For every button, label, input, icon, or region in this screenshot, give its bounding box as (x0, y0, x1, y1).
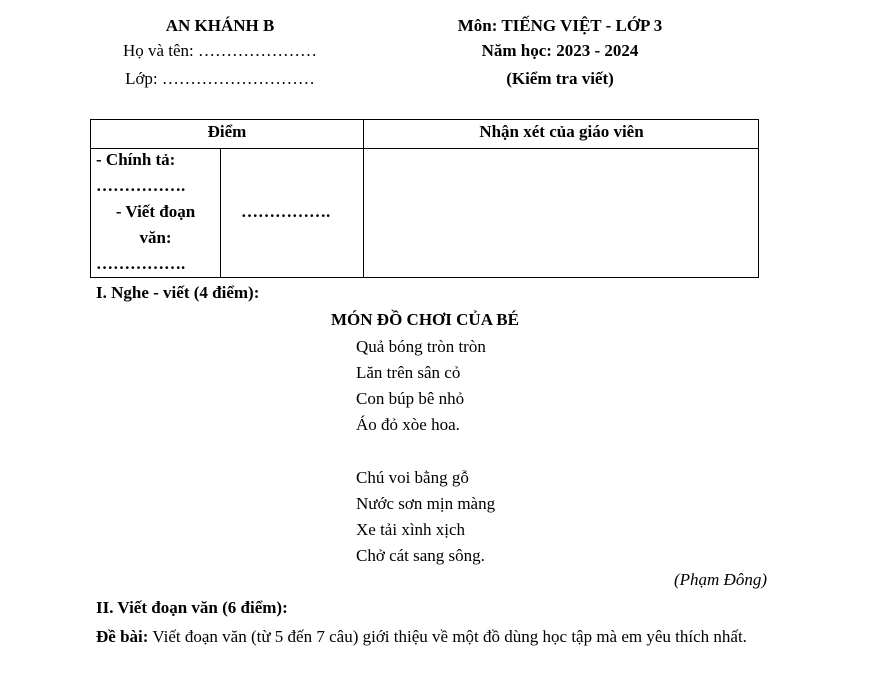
poem-line: Con búp bê nhỏ (356, 389, 465, 408)
paragraph-score-blank: ……………. (96, 254, 186, 273)
prompt-label: Đề bài: (96, 627, 149, 646)
writing-prompt (96, 623, 771, 651)
paragraph-label: - Viết đoạn (115, 202, 196, 221)
subject-title: Môn: TIẾNG VIỆT - LỚP 3 (457, 16, 663, 35)
poem-line: Chú voi bằng gỗ (356, 468, 469, 487)
poem-line: Áo đỏ xòe hoa. (356, 415, 460, 434)
school-name: AN KHÁNH B (165, 16, 275, 35)
poem-line: Xe tải xình xịch (356, 520, 466, 539)
comment-column-header: Nhận xét của giáo viên (479, 122, 644, 141)
class-line: Lớp: ……………………… (125, 69, 315, 88)
table-divider (91, 148, 758, 149)
poem-author: (Phạm Đông) (673, 570, 767, 589)
score-table (90, 119, 759, 278)
spelling-label: - Chính tả: (96, 150, 176, 169)
section-1-heading: I. Nghe - viết (4 điểm): (96, 283, 260, 302)
student-name-line: Họ và tên: ………………… (122, 41, 318, 60)
spelling-score-blank: ……………. (96, 176, 186, 195)
poem-line: Nước sơn mịn màng (356, 494, 496, 513)
section-2-heading: II. Viết đoạn văn (6 điểm): (96, 598, 288, 617)
prompt-text: Viết đoạn văn (từ 5 đến 7 câu) giới thiệu về một đồ dùng học tập mà em yêu thích nhất. (148, 627, 747, 646)
poem-line: Chở cát sang sông. (356, 546, 485, 565)
school-year: Năm học: 2023 - 2024 (481, 41, 639, 60)
poem-line: Lăn trên sân cỏ (356, 363, 461, 382)
exam-type: (Kiểm tra viết) (506, 69, 614, 88)
poem-line: Quả bóng tròn tròn (356, 337, 486, 356)
table-divider (363, 120, 364, 277)
score-column-header: Điểm (207, 122, 247, 141)
table-divider (220, 148, 221, 277)
poem-title: MÓN ĐỒ CHƠI CỦA BÉ (331, 310, 519, 329)
total-score-blank: ……………. (241, 202, 331, 221)
paragraph-label-cont: văn: (139, 228, 172, 247)
